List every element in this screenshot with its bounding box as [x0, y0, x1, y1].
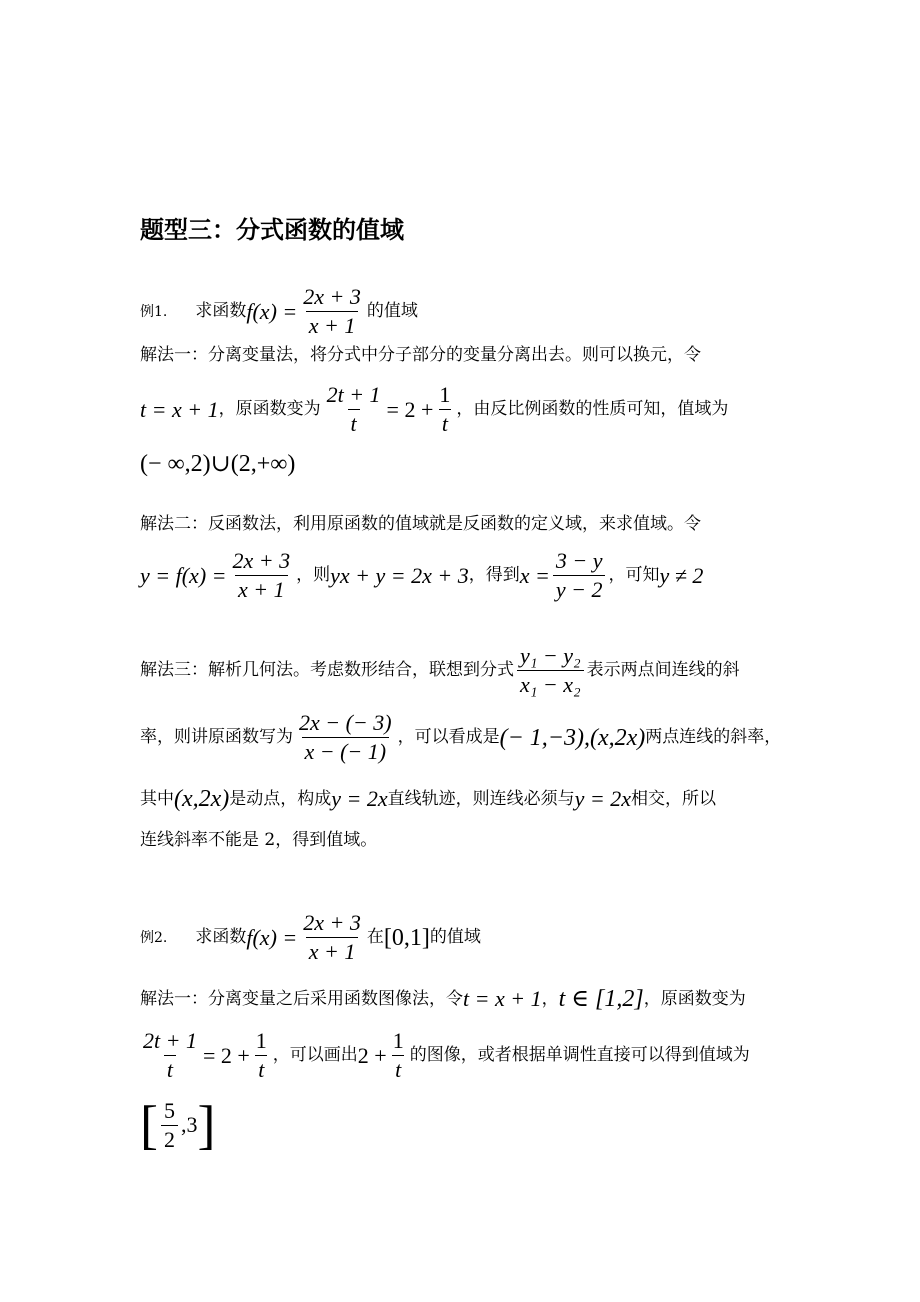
inverse-definition: y = f(x) =: [140, 562, 227, 588]
inverse-fraction: [553, 550, 606, 601]
method-text: ，原函数变为: [643, 988, 746, 1009]
reciprocal-fraction: [253, 1030, 270, 1081]
inequality: y ≠ 2: [659, 562, 704, 588]
method-3-text: 直线轨迹，则连线必须与: [387, 788, 575, 809]
method-1-fraction: [324, 384, 384, 435]
fraction-denominator: t: [255, 1055, 267, 1081]
fraction-numerator: 1: [392, 1028, 404, 1053]
example-2-intro: 求函数: [195, 927, 247, 947]
fraction-denominator: t: [439, 409, 451, 435]
fraction-numerator: 3 − y: [555, 548, 603, 573]
section-title: 题型三：分式函数的值域: [140, 216, 404, 244]
method-2-text: ，则: [296, 565, 331, 585]
equation: yx + y = 2x + 3: [330, 562, 469, 588]
fraction-numerator: 2x + 3: [303, 284, 361, 309]
equals-expression: = 2 +: [386, 396, 434, 422]
method-3-line-2: [140, 712, 781, 763]
right-bracket: ]: [197, 1095, 216, 1155]
method-2-line-1: 解法二：反函数法，利用原函数的值域就是反函数的定义域，来求值域。令: [140, 514, 701, 534]
method-1-line-1: 解法一：分离变量法，将分式中分子部分的变量分离出去。则可以换元，令: [140, 345, 701, 365]
fraction-denominator: 2: [161, 1125, 178, 1151]
points: (− 1,−3),(x,2x): [499, 724, 646, 751]
rewritten-fraction: [296, 712, 395, 763]
example-2-range: [140, 1095, 216, 1155]
fraction-numerator: 2x − (− 3): [299, 710, 392, 735]
method-text: ，: [541, 988, 559, 1009]
fraction-denominator: t: [348, 409, 360, 435]
method-1-text: ，原函数变为: [218, 399, 321, 419]
left-bracket: [: [140, 1095, 158, 1155]
method-text: 解法一：分离变量之后采用函数图像法，令: [140, 988, 463, 1009]
method-1-range: [140, 452, 295, 476]
fraction-denominator: x − (− 1): [302, 737, 390, 763]
example-1-suffix: 的值域: [366, 301, 418, 321]
fraction-denominator: t: [392, 1055, 404, 1081]
method-2-text: ，得到: [468, 565, 520, 585]
fraction-numerator: 2t + 1: [143, 1028, 197, 1053]
example-1-label: 例1.: [140, 303, 168, 320]
range-fraction: [161, 1097, 178, 1152]
method-text: ，可以画出: [272, 1045, 358, 1065]
method-3-text: 表示两点间连线的斜: [586, 660, 740, 680]
fraction-numerator: 1: [255, 1028, 267, 1053]
method-3-text: 率，则讲原函数写为: [140, 727, 293, 747]
fraction-denominator: x + 1: [306, 311, 359, 337]
example-1-fraction: [300, 286, 364, 337]
example-2-suffix: 的值域: [429, 927, 481, 947]
method-1-conclusion: ，由反比例函数的性质可知，值域为: [456, 399, 729, 419]
method-3-text: ，可以看成是: [397, 727, 500, 747]
example-2-function: f(x) =: [246, 924, 298, 950]
method-1-line-2: [140, 384, 728, 435]
method-2-fraction: [230, 550, 294, 601]
method-3-text: 相交，所以: [631, 788, 717, 809]
range-end: ,3: [180, 1112, 198, 1137]
substitution: t = x + 1: [140, 396, 219, 422]
expression: 2 +: [357, 1042, 387, 1068]
t-interval: t ∈ [1,2]: [558, 986, 644, 1012]
example-1-statement: [140, 286, 418, 337]
method-3-line-1: [140, 645, 740, 696]
method-3-text: 其中: [140, 788, 174, 809]
example-2-statement: [140, 912, 481, 963]
fraction-denominator: x₁ − x₂: [517, 670, 584, 696]
example-2-fraction: [300, 912, 364, 963]
slope-fraction: [517, 645, 584, 696]
example-2-label: 例2.: [140, 929, 168, 946]
example-1-intro: 求函数: [195, 301, 247, 321]
moving-point: (x,2x): [174, 786, 230, 812]
fraction-numerator: 2t + 1: [326, 382, 381, 407]
line-equation: y = 2x: [331, 786, 388, 811]
fraction-denominator: y − 2: [553, 575, 606, 601]
method-3-text: 是动点，构成: [229, 788, 332, 809]
fraction-numerator: y₁ − y₂: [520, 643, 581, 668]
reciprocal-fraction: [390, 1030, 407, 1081]
equals-expression: = 2 +: [202, 1042, 250, 1068]
range-expression: (− ∞,2)∪(2,+∞): [140, 451, 296, 477]
x-expression: x =: [519, 562, 550, 588]
fraction-numerator: 2x + 3: [303, 910, 361, 935]
fraction-numerator: 2x + 3: [232, 548, 291, 573]
method-fraction: [140, 1030, 200, 1081]
domain-interval: [0,1]: [383, 924, 430, 951]
fraction-numerator: 1: [439, 382, 451, 407]
method-3-line-4: 连线斜率不能是 2，得到值域。: [140, 830, 378, 850]
fraction-denominator: x + 1: [306, 937, 359, 963]
method-2-text: ，可知: [608, 565, 660, 585]
example-2-method-1-line-2: [140, 1030, 750, 1081]
method-3-text: 解法三：解析几何法。考虑数形结合，联想到分式: [140, 660, 514, 680]
method-2-line-2: [140, 550, 703, 601]
reciprocal-fraction: [436, 384, 453, 435]
method-text: 的图像，或者根据单调性直接可以得到值域为: [409, 1045, 750, 1065]
fraction-denominator: t: [164, 1055, 176, 1081]
fraction-numerator: 5: [163, 1097, 175, 1123]
example-2-method-1-line-1: [140, 987, 746, 1011]
method-3-line-3: [140, 787, 716, 811]
fraction-denominator: x + 1: [235, 575, 288, 601]
example-2-text: 在: [366, 927, 384, 947]
substitution: t = x + 1: [463, 986, 542, 1011]
method-3-text: 两点连线的斜率，: [645, 727, 782, 747]
example-1-function: f(x) =: [246, 298, 298, 324]
line-equation: y = 2x: [574, 786, 632, 811]
